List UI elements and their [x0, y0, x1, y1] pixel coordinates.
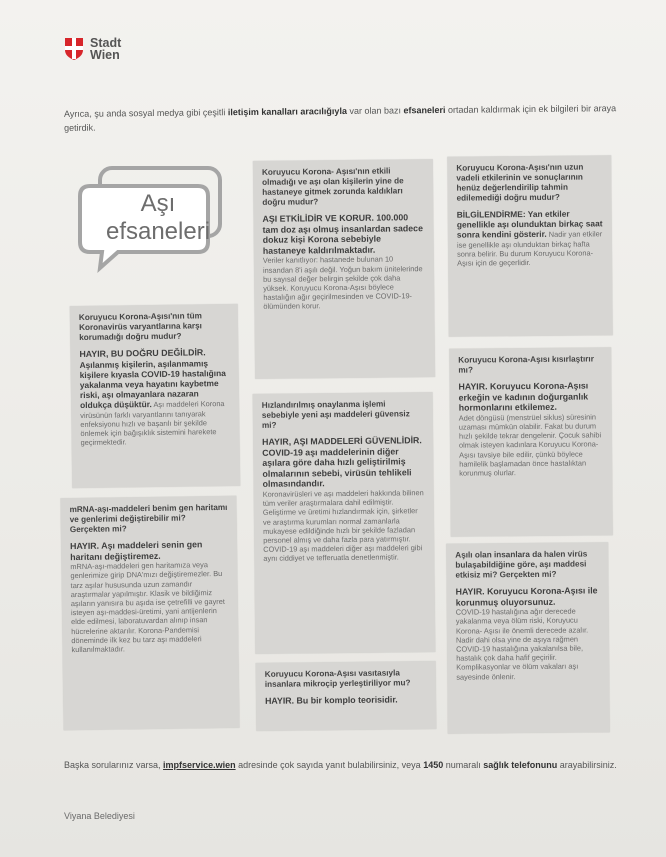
- myth-card-long-term: [447, 155, 613, 336]
- body-text: Koronavirüsleri ve aşı maddeleri hakkında bilinen tüm veriler araştırmalara dahil edilmiştir. Geliştirme ve üretimi hızlandırmak için, şirketler ve araştırma kurumları normal zamanlarla mukayese edildiğinde hızlı bir şekilde fazladan personel almış ve daha fazla para yatırmıştır. COVID-19 aşı maddeleri diğer aşı maddeleri gibi aynı ciddiyet ve tefferuatla denetlenmiştir.: [262, 488, 424, 564]
- body-text: COVID-19 hastalığına ağır derecede yakalanma veya ölüm riski, Koruyucu Korona- Aşısı ile önemli derecede azalır. Nadir dahi olsa yine de aşıya rağmen COVID-19 hastalığına yakalanılsa bile, hastalık çok daha hafif geçirilir. Komplikasyonlar ve ölüm vakaları aşı sayesinde önlenir.: [455, 606, 589, 682]
- myth-card-mrna: [60, 496, 239, 730]
- question: Koruyucu Korona-Aşısı kısırlaştırır mı?: [458, 354, 594, 375]
- answer: HAYIR, BU DOĞRU DEĞİLDİR.: [79, 347, 206, 360]
- hotline-number: 1450: [423, 760, 444, 770]
- question: Aşılı olan insanlara da halen virüs bulaşabildiğine göre, aşı maddesi etkisiz mi? Gerçekten mi?: [455, 549, 588, 580]
- myth-card-variants: [70, 304, 241, 488]
- vienna-shield-icon: [64, 37, 84, 61]
- answer: HAYIR. Koruyucu Korona-Aşısı erkeğin ve kadının doğurganlık hormonlarını etkilemez.: [458, 380, 589, 413]
- answer: HAYIR. Aşı maddeleri senin gen haritanı değiştiremez.: [69, 539, 203, 562]
- body-text: Veriler kanıtlıyor: hastanede bulunan 10 insandan 8'i aşılı değil. Yoğun bakım ünitelerinde bu sayısal değer belirgin şekilde çok daha yüksek. Koruyucu Korona-Aşısı böylece hastalığın ağır geçirilmesinden ve COVID-19-ölümünden korur.: [262, 254, 423, 312]
- question: Koruyucu Korona- Aşısı'nın etkili olmadığı ve aşı olan kişilerin yine de hastaneye gitmek zorunda kaldıkları doğru mudur?: [261, 166, 404, 207]
- body-text: Aşı maddeleri Korona virüsünün farklı varyantlarını tanıyarak enfeksiyonu hızlı ve başarılı bir şekilde önlemek için bağışıklık sistemini harekete geçirmektedir.: [80, 399, 225, 448]
- myth-card-approval: [253, 392, 436, 654]
- question: Koruyucu Korona-Aşısı'nın tüm Koronavirüs varyantlarına karşı korumadığı doğru mudur?: [78, 311, 202, 343]
- answer: AŞI ETKİLİDİR VE KORUR. 100.000 tam doz aşı olmuş insanlardan sadece dokuz kişi Korona sebebiyle hastaneye kaldırılmaktadır.: [262, 212, 423, 256]
- answer: HAYIR. Koruyucu Korona-Aşısı ile korunmuş oluyorsunuz.: [455, 585, 598, 608]
- intro-paragraph: Ayrıca, şu anda sosyal medya gibi çeşitli iletişim kanalları aracılığıyla var olan bazı efsaneleri ortadan kaldırmak için ek bilgileri bir araya getirdik.: [63, 103, 617, 133]
- stadt-wien-logo: [64, 37, 121, 61]
- body-text: Adet döngüsü (menstrüel siklus) süresinin uzaması mümkün olabilir. Fakat bu durum hızlı şekilde tekrar dengelenir. Çocuk sahibi olmak isteyen kadınlara Koruyucu Korona-Aşısı tavsiye bile edilir, çünkü böylece hamilelik başlamadan önce hastalıktan korunmuş olurlar.: [458, 412, 602, 478]
- signature: Viyana Belediyesi: [64, 811, 135, 821]
- logo-wordmark: Stadt Wien: [90, 36, 122, 62]
- myth-card-effectiveness: [253, 159, 435, 379]
- myth-card-microchip: [256, 661, 437, 731]
- impfservice-link[interactable]: impfservice.wien: [163, 760, 236, 770]
- answer-detail: Aşılanmış kişilerin, aşılanmamış kişilere kıyasla COVID-19 hastalığına yakalanma veya hayatını kaybetme riski, aşı olmayanlara nazaran oldukça düşüktür.: [79, 357, 226, 411]
- footer-contact-text: Başka sorularınız varsa, impfservice.wien adresinde çok sayıda yanıt bulabilirsiniz, veya 1450 numaralı sağlık telefonunu arayabilirsiniz.: [64, 760, 617, 770]
- body-text: Nadir yan etkiler ise genellikle aşı olunduktan birkaç hafta sonra belirir. Bu durum Koruyucu Korona-Aşısı için de geçerlidir.: [456, 229, 603, 268]
- question: Hızlandırılmış onaylanma işlemi sebebiyle yeni aşı maddeleri güvensiz mi?: [261, 399, 410, 430]
- question: Koruyucu Korona-Aşısı vasıtasıyla insanlara mikroçip yerleştiriliyor mu?: [264, 668, 411, 689]
- body-text: mRNA-aşı-maddeleri gen haritamıza veya genlerimize girip DNA'mızı değiştiremezler. Bu tarz aşılar hususunda uzun zamandır araştırmalar yapılmıştır. Klasik ve bildiğimiz aşıların yanısıra bu aşıda ise çetrefilli ve gayret isteyen aşı-maddesi-üretimi, yani antijenlerin elde edilmesi, laboratuvardan alınıp insan hücrelerine aktarılır. Korona-Pandemisi döneminde ilk kez bu tarz aşı maddeleri kullanılmaktadır.: [70, 560, 225, 655]
- question: Koruyucu Korona-Aşısı'nın uzun vadeli etkilerinin ve sonuçlarının henüz değerlendirilip tahmin edilemediği doğru mudur?: [456, 162, 584, 203]
- answer: HAYIR. Bu bir komplo teorisidir.: [264, 694, 398, 706]
- answer: BİLGİLENDİRME: Yan etkiler genellikle aşı olunduktan birkaç saat sonra kendini gösterir.: [456, 208, 603, 241]
- answer: HAYIR, AŞI MADDELERİ GÜVENLİDİR. COVID-19 aşı maddelerinin diğer aşılara göre daha hızlı geliştirilmiş olmalarının sebebi, virüsün tehlikeli olmasındandır.: [262, 435, 422, 490]
- question: mRNA-aşı-maddeleri benim gen haritamı ve genlerimi değiştirebilir mi? Gerçekten mi?: [69, 502, 228, 535]
- myth-card-fertility: [449, 347, 613, 536]
- myth-card-breakthrough: [446, 542, 610, 733]
- myths-heading: Aşı efsaneleri: [105, 190, 211, 245]
